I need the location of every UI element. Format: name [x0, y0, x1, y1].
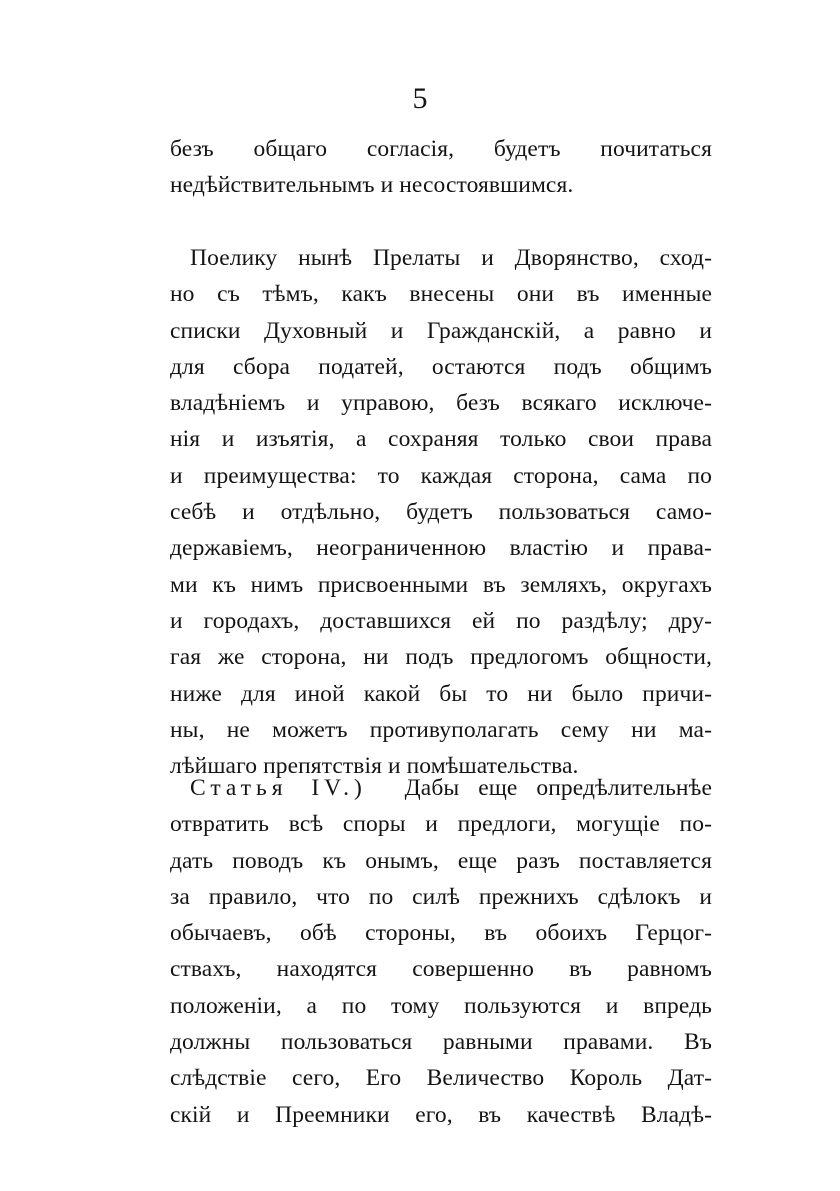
text-line: безъ общаго согласія, будетъ почитаться — [170, 136, 712, 162]
text-line: недѣйствительнымъ и несостоявшимся. — [170, 172, 574, 199]
text-line: обычаевъ, обѣ стороны, въ обоихъ Герцог- — [170, 920, 712, 947]
paragraph-1 — [170, 131, 712, 204]
text-line: ствахъ, находятся совершенно въ равномъ — [170, 956, 712, 983]
page-number: 5 — [412, 82, 428, 115]
text-line: но съ тѣмъ, какъ внесены они въ именные — [170, 281, 712, 308]
text-line: гая же сторона, ни подъ предлогомъ общности, — [170, 644, 712, 671]
text-line: для сбора податей, остаются подъ общимъ — [170, 353, 712, 380]
text-line: и городахъ, доставшихся ей по раздѣлу; дру- — [170, 607, 712, 634]
text-line: ны, не можетъ противуполагать сему ни ма- — [170, 716, 712, 743]
text-line: положеніи, а по тому пользуются и впредь — [170, 992, 712, 1019]
text-line: отвратить всѣ споры и предлоги, могущіе по- — [170, 811, 712, 838]
text-line: и преимущества: то каждая сторона, сама по — [170, 462, 712, 489]
text-line — [170, 770, 712, 806]
text-line: державіемъ, неограниченною властію и права- — [170, 535, 712, 562]
text-line: слѣдствіе сего, Его Величество Король Дат- — [170, 1065, 712, 1092]
text-line: владѣніемъ и управою, безъ всякаго исключе- — [170, 390, 712, 417]
text-line: ниже для иной какой бы то ни было причи- — [170, 680, 712, 707]
article-label: Статья IV.) — [190, 775, 367, 801]
text-line: лѣйшаго препятствія и помѣшательства. — [170, 753, 579, 780]
text-line: себѣ и отдѣльно, будетъ пользоваться само- — [170, 499, 712, 526]
text-line: нія и изъятія, а сохраняя только свои права — [170, 426, 712, 453]
text-line: должны пользоваться равными правами. Въ — [170, 1029, 712, 1056]
text-line: ми къ нимъ присвоенными въ земляхъ, округахъ — [170, 571, 712, 598]
text-line: Поелику нынѣ Прелаты и Дворянство, сход- — [190, 245, 712, 271]
text-line-body: Дабы еще опредѣлительнѣе — [404, 775, 712, 801]
text-line: скій и Преемники его, въ качествѣ Владѣ- — [170, 1101, 712, 1128]
paragraph-3 — [170, 770, 712, 1133]
text-line: за правило, что по силѣ прежнихъ сдѣлокъ и — [170, 883, 712, 910]
text-line: списки Духовный и Гражданскій, а равно и — [170, 317, 712, 344]
text-line: дать поводъ къ онымъ, еще разъ поставляется — [170, 847, 712, 874]
paragraph-2 — [170, 240, 712, 784]
